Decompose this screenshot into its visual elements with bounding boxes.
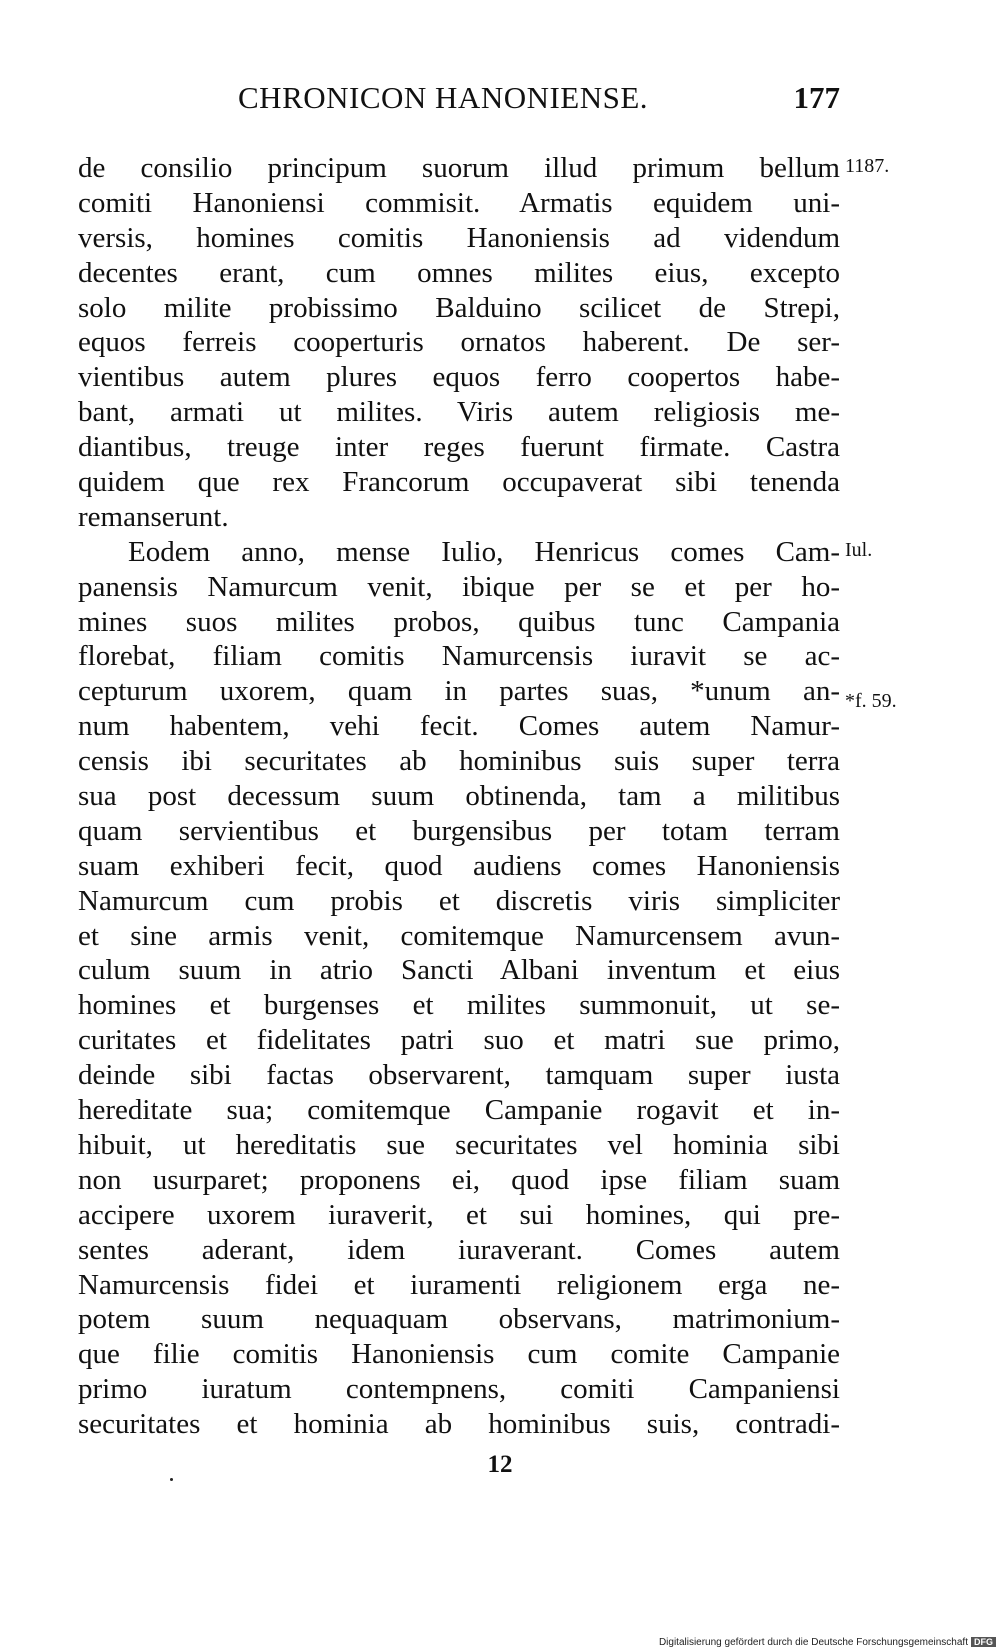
credit-text: Digitalisierung gefördert durch die Deutsche Forschungsgemeinschaft (658, 1637, 968, 1648)
text-line: censis ibi securitates ab hominibus suis super terra (78, 745, 840, 778)
text-line: hibuit, ut hereditatis sue securitates vel hominia sibi (78, 1128, 840, 1161)
margin-note-folio: *f. 59. (845, 690, 897, 712)
text-line: hereditate sua; comitemque Campanie rogavit et in- (78, 1094, 840, 1127)
dfg-logo: DFG (971, 1637, 996, 1647)
margin-note-year: 1187. (845, 155, 890, 177)
text-line: vientibus autem plures equos ferro coopertos habe- (78, 361, 840, 394)
text-line: culum suum in atrio Sancti Albani inventum et eius (78, 954, 840, 987)
text-line: sentes aderant, idem iuraverant. Comes autem (78, 1233, 840, 1266)
text-line: florebat, filiam comitis Namurcensis iuravit se ac- (78, 640, 840, 673)
text-line: equos ferreis cooperturis ornatos haberent. De ser- (78, 326, 840, 359)
running-header (78, 80, 840, 120)
page-number: 177 (793, 80, 840, 115)
text-line: de consilio principum suorum illud primum bellum (78, 152, 840, 184)
text-line: sua post decessum suum obtinenda, tam a militibus (78, 780, 840, 813)
text-line: cepturum uxorem, quam in partes suas, *unum an- (78, 675, 840, 708)
text-line: Namurcensis fidei et iuramenti religionem erga ne- (78, 1268, 840, 1301)
text-line: que filie comitis Hanoniensis cum comite Campanie (78, 1338, 840, 1371)
running-title: CHRONICON HANONIENSE. (238, 80, 649, 115)
text-line: homines et burgenses et milites summonuit, ut se- (78, 989, 840, 1022)
text-line: primo iuratum contempnens, comiti Campaniensi (78, 1373, 840, 1406)
text-line: non usurparet; proponens ei, quod ipse filiam suam (78, 1163, 840, 1196)
text-line: mines suos milites probos, quibus tunc Campania (78, 605, 840, 638)
text-line: quidem que rex Francorum occupaverat sibi tenenda (78, 466, 840, 499)
signature-mark: 12 (487, 1451, 513, 1478)
digitization-credit (659, 1637, 996, 1648)
text-line: diantibus, treuge inter reges fuerunt firmate. Castra (78, 431, 840, 464)
margin-note-month: Iul. (845, 539, 873, 561)
text-line: panensis Namurcum venit, ibique per se et per ho- (78, 570, 840, 603)
text-line: decentes erant, cum omnes milites eius, excepto (78, 256, 840, 289)
text-line: bant, armati ut milites. Viris autem religiosis me- (78, 396, 840, 429)
ink-dot (170, 1478, 173, 1481)
text-line: et sine armis venit, comitemque Namurcensem avun- (78, 919, 840, 952)
text-line: curitates et fidelitates patri suo et matri sue primo, (78, 1024, 840, 1057)
text-line: Namurcum cum probis et discretis viris simpliciter (78, 884, 840, 917)
main-text (78, 151, 840, 1442)
text-line: versis, homines comitis Hanoniensis ad videndum (78, 221, 840, 254)
text-line: quam servientibus et burgensibus per totam terram (78, 814, 840, 847)
text-line: suam exhiberi fecit, quod audiens comes Hanoniensis (78, 849, 840, 882)
text-line: accipere uxorem iuraverit, et sui homines, qui pre- (78, 1198, 840, 1231)
text-line: comiti Hanoniensi commisit. Armatis equidem uni- (78, 186, 840, 219)
text-line: num habentem, vehi fecit. Comes autem Namur- (78, 710, 840, 743)
text-line: deinde sibi factas observarent, tamquam super iusta (78, 1059, 840, 1092)
text-line: potem suum nequaquam observans, matrimonium- (78, 1303, 840, 1336)
text-line: Eodem anno, mense Iulio, Henricus comes Cam- (128, 535, 840, 568)
text-line: solo milite probissimo Balduino scilicet de Strepi, (78, 291, 840, 324)
text-line: remanserunt. (78, 500, 229, 533)
text-line: securitates et hominia ab hominibus suis, contradi- (78, 1408, 840, 1441)
